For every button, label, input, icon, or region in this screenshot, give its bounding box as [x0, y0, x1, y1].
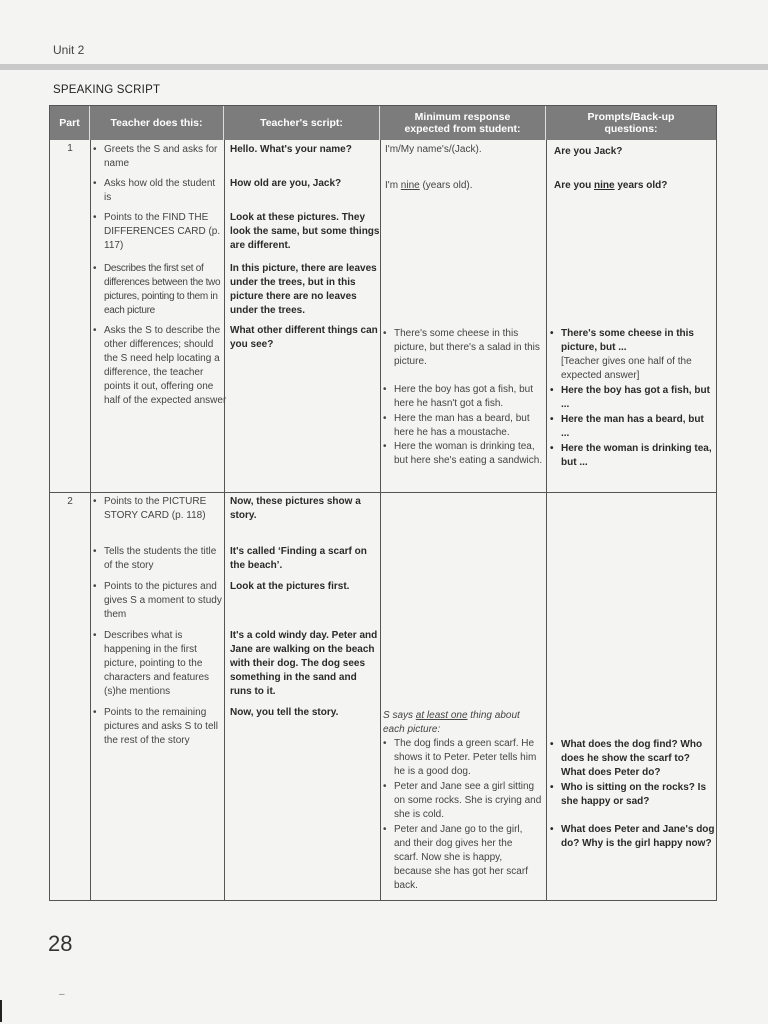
prompt-question: • Here the boy has got a fish, but ... — [550, 384, 714, 412]
teacher-action: • Points to the FIND THE DIFFERENCES CARD (p. 117) — [93, 211, 227, 253]
student-response: I'm/My name's/(Jack). — [385, 144, 482, 155]
header-teacher-does: Teacher does this: — [90, 106, 224, 140]
header-teacher-script: Teacher's script: — [224, 106, 380, 140]
student-response: • Here the man has a beard, but here he has a moustache. — [383, 412, 547, 440]
section-heading: SPEAKING SCRIPT — [53, 84, 161, 96]
header-part: Part — [50, 106, 90, 140]
teacher-action: • Points to the remaining pictures and asks S to tell the rest of the story — [93, 706, 223, 748]
prompt-question: • There's some cheese in this picture, but ... — [550, 327, 714, 355]
part-divider — [50, 492, 716, 493]
student-response: • Peter and Jane go to the girl, and their dog gives her the scarf. Now she is happy, because she has got her scarf back. — [383, 823, 539, 893]
column-divider — [546, 140, 547, 900]
binding-edge-mark — [0, 1000, 2, 1022]
prompt-note: [Teacher gives one half of the expected answer] — [561, 356, 692, 381]
teacher-action: • Asks the S to describe the other differences; should the S need help locating a difference, the teacher points it out, offering one half of the expected answer — [93, 324, 227, 408]
teacher-script: What other different things can you see? — [230, 325, 378, 350]
student-response: • The dog finds a green scarf. He shows it to Peter. Peter tells him he is a good dog. — [383, 737, 545, 779]
prompt-question: • Who is sitting on the rocks? Is she happy or sad? — [550, 781, 710, 809]
teacher-script: Now, you tell the story. — [230, 707, 339, 718]
teacher-script: Look at these pictures. They look the same, but some things are different. — [230, 212, 380, 251]
teacher-script: How old are you, Jack? — [230, 178, 342, 189]
part-number: 1 — [67, 143, 73, 154]
prompt-question: Are you Jack? — [554, 146, 623, 157]
teacher-action: • Asks how old the student is — [93, 177, 223, 205]
prompt-question: • What does the dog find? Who does he show the scarf to? What does Peter do? — [550, 738, 716, 780]
teacher-action: • Points to the PICTURE STORY CARD (p. 118) — [93, 495, 223, 523]
student-response: I'm nine (years old). — [385, 180, 473, 191]
teacher-script: It's called ‘Finding a scarf on the beach’. — [230, 546, 367, 571]
part-number: 2 — [67, 496, 73, 507]
teacher-action: • Greets the S and asks for name — [93, 143, 223, 171]
teacher-script: Now, these pictures show a story. — [230, 496, 361, 521]
response-intro: S says at least one thing about each picture: — [383, 710, 520, 735]
teacher-action: • Describes the first set of differences between the two pictures, pointing to them in each picture — [93, 262, 227, 318]
page-number: 28 — [48, 931, 73, 956]
header-rule — [0, 64, 768, 70]
teacher-action: • Points to the pictures and gives S a moment to study them — [93, 580, 223, 622]
teacher-action: • Tells the students the title of the story — [93, 545, 223, 573]
prompt-question: • Here the man has a beard, but ... — [550, 413, 714, 441]
unit-label: Unit 2 — [53, 43, 85, 57]
teacher-script: Look at the pictures first. — [230, 581, 350, 592]
speaking-script-table — [49, 105, 717, 901]
column-divider — [90, 140, 91, 900]
footer-mark: – — [59, 989, 65, 1000]
column-divider — [380, 140, 381, 900]
teacher-action: • Describes what is happening in the first picture, pointing to the characters and features (s)he mentions — [93, 629, 227, 699]
prompt-question: • What does Peter and Jane's dog do? Why is the girl happy now? — [550, 823, 716, 851]
student-response: • Here the boy has got a fish, but here he hasn't got a fish. — [383, 383, 547, 411]
student-response: • Here the woman is drinking tea, but here she's eating a sandwich. — [383, 440, 543, 468]
teacher-script: Hello. What's your name? — [230, 144, 352, 155]
prompt-question: • Here the woman is drinking tea, but ... — [550, 442, 714, 470]
column-divider — [224, 140, 225, 900]
header-prompts: Prompts/Back-up questions: — [587, 111, 675, 135]
prompt-question: Are you nine years old? — [554, 180, 668, 191]
table-header — [50, 106, 716, 140]
header-minimum-response: Minimum response expected from student: — [380, 106, 546, 140]
student-response: • There's some cheese in this picture, but there's a salad in this picture. — [383, 327, 547, 369]
teacher-script: It's a cold windy day. Peter and Jane are walking on the beach with their dog. The dog sees something in the sand and runs to it. — [230, 630, 378, 697]
teacher-script: In this picture, there are leaves under the trees, but in this picture there are no leaves under the trees. — [230, 263, 377, 316]
student-response: • Peter and Jane see a girl sitting on some rocks. She is crying and she is cold. — [383, 780, 543, 822]
